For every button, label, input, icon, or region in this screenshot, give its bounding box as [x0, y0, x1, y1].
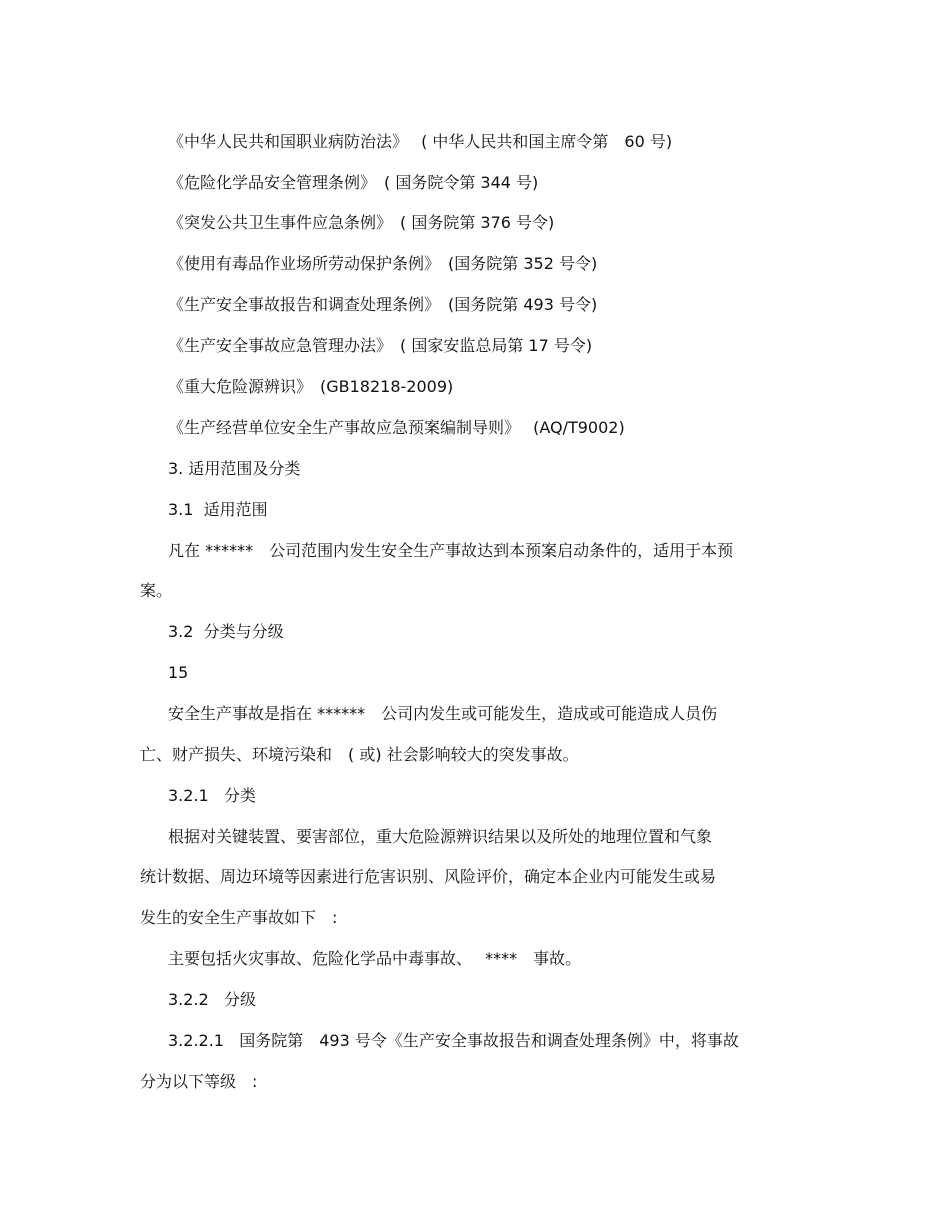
- regulation-emergency-management: 《生产安全事故应急管理办法》 ( 国家安监总局第 17 号令): [168, 336, 593, 355]
- paragraph-classification-line-3: 发生的安全生产事故如下 :: [140, 908, 338, 927]
- section-heading-3-2-1: 3.2.1 分类: [168, 786, 256, 805]
- section-heading-3-1: 3.1 适用范围: [168, 500, 268, 519]
- paragraph-grading-line-2: 分为以下等级 :: [140, 1072, 258, 1091]
- section-heading-3-2: 3.2 分类与分级: [168, 622, 284, 641]
- regulation-public-health-emergency: 《突发公共卫生事件应急条例》 ( 国务院第 376 号令): [168, 213, 555, 232]
- paragraph-definition-line-1: 安全生产事故是指在 ****** 公司内发生或可能发生，造成或可能造成人员伤: [168, 704, 718, 723]
- paragraph-scope-line-1: 凡在 ****** 公司范围内发生安全生产事故达到本预案启动条件的，适用于本预: [168, 541, 734, 560]
- regulation-accident-reporting: 《生产安全事故报告和调查处理条例》 (国务院第 493 号令): [168, 295, 598, 314]
- section-heading-3-2-2: 3.2.2 分级: [168, 990, 256, 1009]
- paragraph-accident-types: 主要包括火灾事故、危险化学品中毒事故、 **** 事故。: [168, 949, 582, 968]
- paragraph-classification-line-1: 根据对关键装置、要害部位，重大危险源辨识结果以及所处的地理位置和气象: [168, 827, 713, 846]
- regulation-emergency-plan-guideline: 《生产经营单位安全生产事故应急预案编制导则》 (AQ/T9002): [168, 418, 625, 437]
- regulation-hazardous-chemicals: 《危险化学品安全管理条例》 ( 国务院令第 344 号): [168, 173, 539, 192]
- section-heading-3: 3. 适用范围及分类: [168, 459, 301, 478]
- paragraph-scope-line-2: 案。: [140, 581, 173, 600]
- paragraph-definition-line-2: 亡、财产损失、环境污染和 ( 或) 社会影响较大的突发事故。: [140, 745, 579, 764]
- regulation-major-hazard-identification: 《重大危险源辨识》 (GB18218-2009): [168, 377, 454, 396]
- page-number: 15: [168, 663, 189, 682]
- regulation-toxic-workplace-protection: 《使用有毒品作业场所劳动保护条例》 (国务院第 352 号令): [168, 254, 598, 273]
- paragraph-classification-line-2: 统计数据、周边环境等因素进行危害识别、风险评价，确定本企业内可能发生或易: [140, 867, 717, 886]
- paragraph-grading-line-1: 3.2.2.1 国务院第 493 号令《生产安全事故报告和调查处理条例》中，将事故: [168, 1031, 739, 1050]
- regulation-occupational-disease-law: 《中华人民共和国职业病防治法》 ( 中华人民共和国主席令第 60 号): [168, 132, 673, 151]
